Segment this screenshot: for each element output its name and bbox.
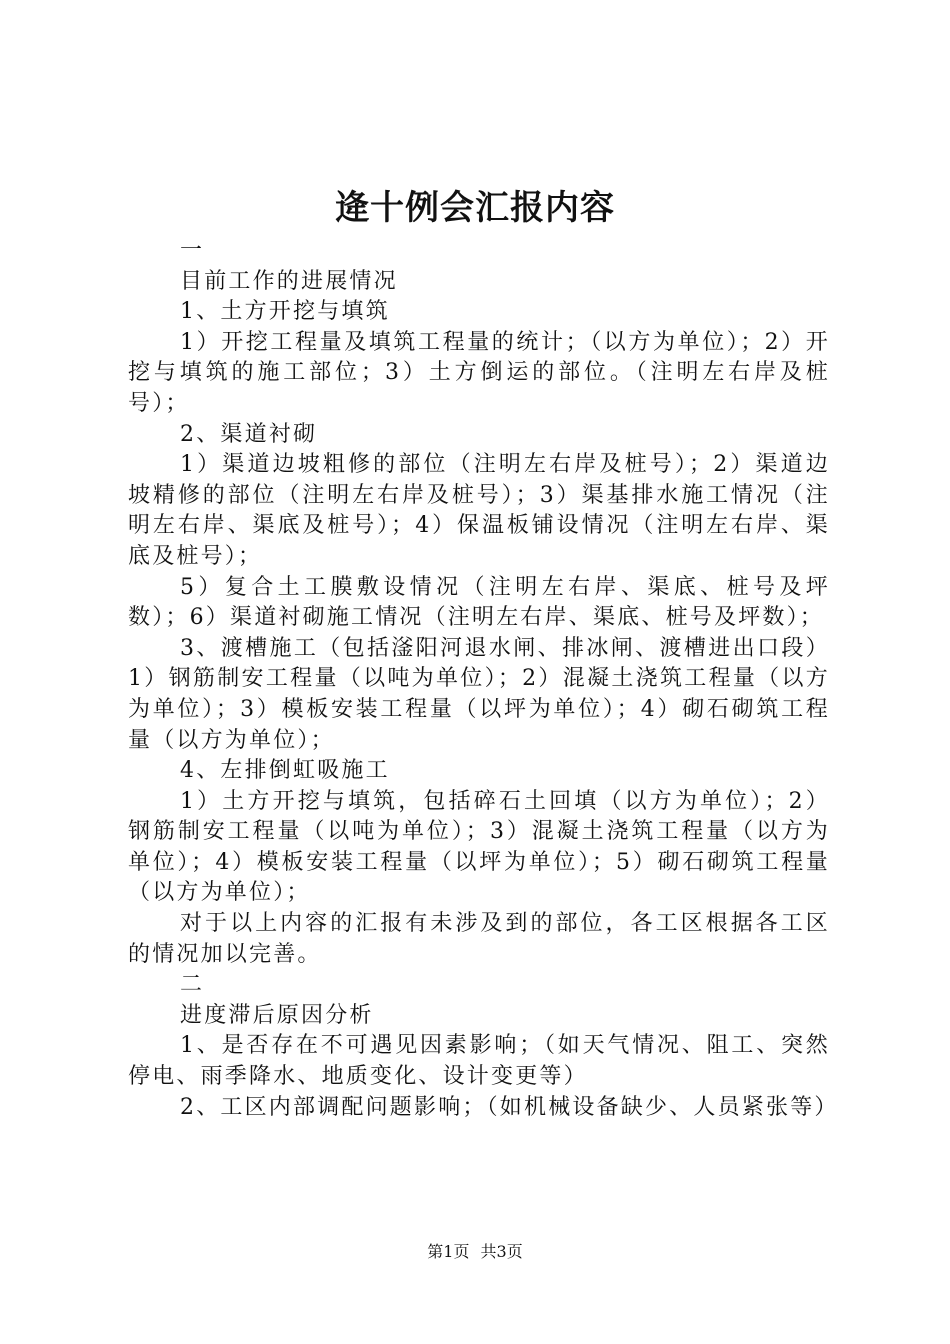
item-paragraph: 1）土方开挖与填筑，包括碎石土回填（以方为单位）；2）钢筋制安工程量（以吨为单位）；3）混凝土浇筑工程量（以方为单位）；4）模板安装工程量（以坪为单位）；5）砌石砌筑工程量（以方为单位）； <box>128 788 830 906</box>
page-total: 共3页 <box>480 1242 523 1261</box>
section-number: 二 <box>180 972 205 998</box>
page-title: 逄十例会汇报内容 <box>335 188 615 228</box>
item-paragraph: 1）渠道边坡粗修的部位（注明左右岸及桩号）；2）渠道边坡精修的部位（注明左右岸及桩号）；3）渠基排水施工情况（注明左右岸、渠底及桩号）；4）保温板铺设情况（注明左右岸、渠底及桩号）； <box>128 452 830 569</box>
section-heading: 目前工作的进展情况 <box>180 268 398 294</box>
page-number: 第1页 <box>427 1242 470 1261</box>
section-number: 一 <box>180 238 205 263</box>
item-paragraph: 3、渡槽施工（包括滏阳河退水闸、排冰闸、渡槽进出口段）1）钢筋制安工程量（以吨为单位）；2）混凝土浇筑工程量（以方为单位）；3）模板安装工程量（以坪为单位）；4）砌石砌筑工程量（以方为单位）； <box>128 635 830 753</box>
item-paragraph: 1、是否存在不可遇见因素影响；（如天气情况、阻工、突然停电、雨季降水、地质变化、设计变更等） <box>128 1033 830 1090</box>
item-heading: 1、土方开挖与填筑 <box>180 299 390 325</box>
summary-paragraph: 对于以上内容的汇报有未涉及到的部位，各工区根据各工区的情况加以完善。 <box>128 911 830 967</box>
item-paragraph: 5）复合土工膜敷设情况（注明左右岸、渠底、桩号及坪数）；6）渠道衬砌施工情况（注明左右岸、渠底、桩号及坪数）； <box>128 574 830 631</box>
page-footer <box>0 1241 950 1263</box>
item-heading: 4、左排倒虹吸施工 <box>180 758 390 784</box>
item-paragraph: 2、工区内部调配问题影响；（如机械设备缺少、人员紧张等） <box>180 1094 839 1120</box>
section-heading: 进度滞后原因分析 <box>180 1002 374 1028</box>
document-body <box>128 236 839 1123</box>
item-paragraph: 1）开挖工程量及填筑工程量的统计；（以方为单位）；2）开挖与填筑的施工部位；3）土方倒运的部位。（注明左右岸及桩号）； <box>128 329 830 416</box>
item-heading: 2、渠道衬砌 <box>180 421 318 447</box>
